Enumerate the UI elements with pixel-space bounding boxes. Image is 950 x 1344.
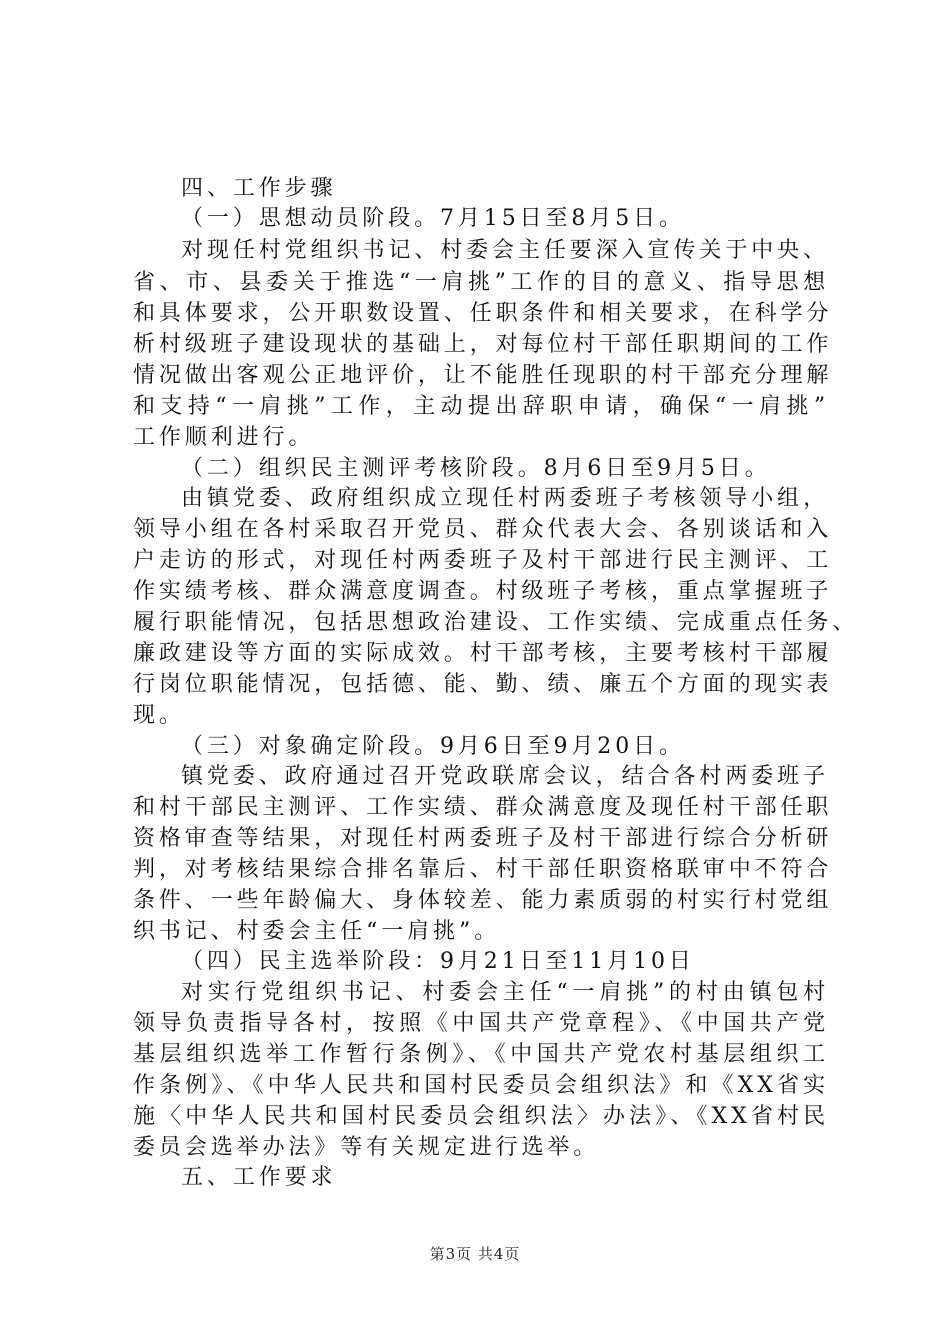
paragraph-line: 领导负责指导各村，按照《中国共产党章程》、《中国共产党: [133, 1011, 829, 1036]
subsection-heading: （二）组织民主测评考核阶段。8月6日至9月5日。: [181, 456, 771, 481]
subsection-heading: （三）对象确定阶段。9月6日至9月20日。: [181, 734, 685, 759]
section-heading: 四、工作步骤: [181, 176, 337, 201]
paragraph-line: 镇党委、政府通过召开党政联席会议，结合各村两委班子: [181, 764, 829, 789]
paragraph-line: 资格审查等结果，对现任村两委班子及村干部进行综合分析研: [133, 826, 833, 851]
paragraph-line: 情况做出客观公正地评价，让不能胜任现职的村干部充分理解: [133, 363, 833, 388]
paragraph-line: 条件、一些年龄偏大、身体较差、能力素质弱的村实行村党组: [133, 888, 833, 913]
paragraph-line: 和支持“一肩挑”工作，主动提出辞职申请，确保“一肩挑”: [133, 394, 829, 419]
subsection-heading: （四）民主选举阶段：9月21日至11月10日: [181, 949, 695, 974]
paragraph-line: 施〈中华人民共和国村民委员会组织法〉办法》、《XX省村民: [133, 1104, 829, 1129]
paragraph-line: 作实绩考核、群众满意度调查。村级班子考核，重点掌握班子: [133, 579, 833, 604]
paragraph-line: 和具体要求，公开职数设置、任职条件和相关要求，在科学分: [133, 301, 833, 326]
paragraph-line: 基层组织选举工作暂行条例》、《中国共产党农村基层组织工: [133, 1042, 829, 1067]
paragraph-line: 委员会选举办法》等有关规定进行选举。: [133, 1135, 600, 1160]
paragraph-line: 析村级班子建设现状的基础上，对每位村干部任职期间的工作: [133, 332, 833, 357]
section-heading: 五、工作要求: [181, 1165, 337, 1190]
paragraph-line: 领导小组在各村采取召开党员、群众代表大会、各别谈话和入: [133, 517, 833, 542]
paragraph-line: 廉政建设等方面的实际成效。村干部考核，主要考核村干部履: [133, 641, 833, 666]
paragraph-line: 工作顺利进行。: [133, 425, 315, 450]
paragraph-line: 履行职能情况，包括思想政治建设、工作实绩、完成重点任务、: [133, 610, 859, 635]
paragraph-line: 和村干部民主测评、工作实绩、群众满意度及现任村干部任职: [133, 795, 833, 820]
paragraph-line: 省、市、县委关于推选“一肩挑”工作的目的意义、指导思想: [133, 270, 829, 295]
paragraph-line: 对现任村党组织书记、村委会主任要深入宣传关于中央、: [181, 238, 829, 263]
paragraph-line: 行岗位职能情况，包括德、能、勤、绩、廉五个方面的现实表: [133, 672, 833, 697]
paragraph-line: 现。: [133, 703, 185, 728]
paragraph-line: 对实行党组织书记、村委会主任“一肩挑”的村由镇包村: [181, 980, 829, 1005]
paragraph-line: 户走访的形式，对现任村两委班子及村干部进行民主测评、工: [133, 548, 833, 573]
paragraph-line: 由镇党委、政府组织成立现任村两委班子考核领导小组，: [181, 486, 829, 511]
paragraph-line: 作条例》、《中华人民共和国村民委员会组织法》和《XX省实: [133, 1073, 829, 1098]
paragraph-line: 判，对考核结果综合排名靠后、村干部任职资格联审中不符合: [133, 857, 833, 882]
page-number-footer: 第3页 共4页: [429, 1245, 521, 1263]
subsection-heading: （一）思想动员阶段。7月15日至8月5日。: [181, 206, 685, 231]
paragraph-line: 织书记、村委会主任“一肩挑”。: [133, 919, 500, 944]
